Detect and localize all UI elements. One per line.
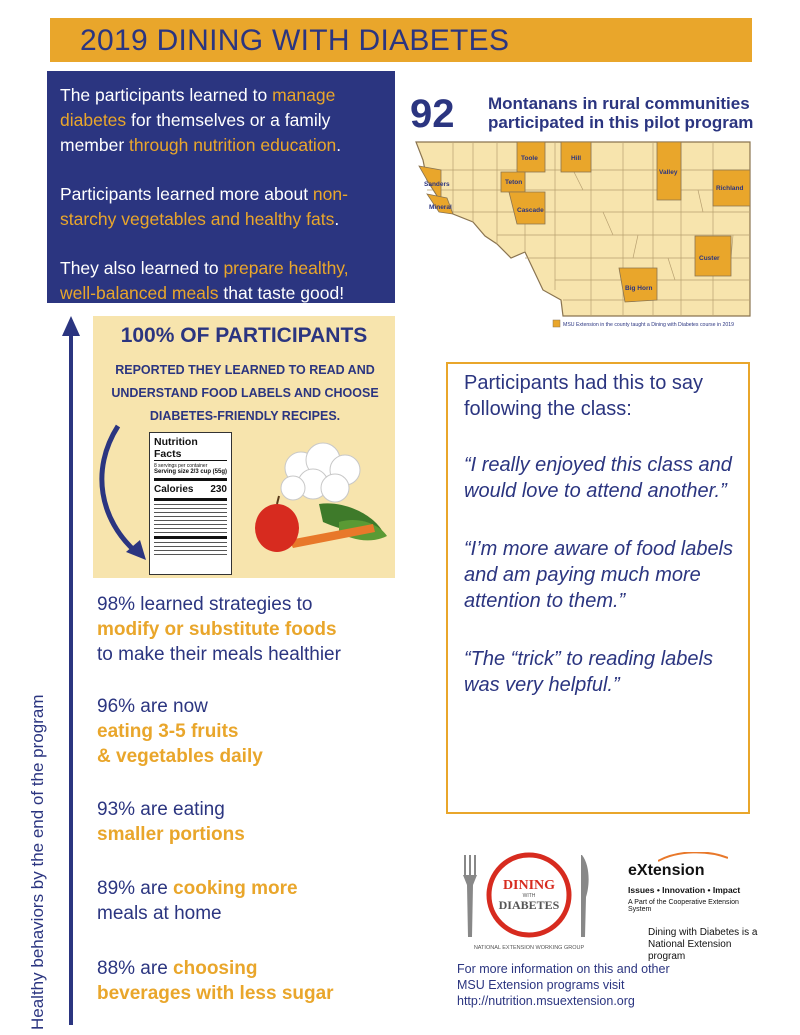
stat-item-2: 96% are now eating 3-5 fruits & vegetables daily: [97, 696, 263, 767]
nutrition-calories: Calories 230: [154, 484, 227, 495]
county-label-toole: Toole: [521, 155, 538, 162]
county-label-richland: Richland: [716, 185, 744, 192]
nutrition-serving-size: Serving size 2/3 cup (55g): [154, 469, 227, 475]
county-label-sanders: Sanders: [424, 181, 450, 188]
extension-tagline: Issues • Innovation • Impact: [628, 885, 741, 895]
stat-item-1: 98% learned strategies to modify or substitute foods to make their meals healthier: [97, 594, 341, 665]
quotes-box: [446, 362, 750, 814]
nutrition-facts-title: Nutrition Facts: [154, 436, 227, 461]
stat-item-5: 88% are choosing beverages with less sugar: [97, 958, 334, 1004]
county-label-hill: Hill: [571, 155, 582, 162]
county-label-cascade: Cascade: [517, 207, 544, 214]
county-label-custer: Custer: [699, 255, 720, 262]
quote-1: “I really enjoyed this class and would love to attend another.”: [464, 454, 732, 502]
nutrition-servings: 8 servings per container: [154, 463, 208, 469]
logo-dining-text: DINING: [502, 878, 556, 893]
page-title: 2019 DINING WITH DIABETES: [80, 24, 510, 57]
extension-wordmark: eXtension: [628, 862, 705, 879]
fork-icon: [463, 855, 477, 937]
more-info: For more information on this and other MSU Extension programs visit http://nutrition.msuextension.org: [457, 961, 757, 1009]
county-label-big-horn: Big Horn: [625, 285, 653, 292]
side-label: Healthy behaviors by the end of the program: [28, 694, 47, 1030]
logo-with-text: WITH: [522, 893, 536, 899]
extension-note: Dining with Diabetes is a National Extension program: [648, 927, 758, 962]
knife-icon: [581, 855, 589, 937]
participant-count: 92: [410, 92, 455, 136]
curved-arrow: [102, 426, 136, 552]
county-label-mineral: Mineral: [429, 204, 452, 211]
participants-subtext: REPORTED THEY LEARNED TO READ AND UNDERSTAND FOOD LABELS AND CHOOSE DIABETES-FRIENDLY RECIPES.: [111, 363, 379, 423]
quotes-intro: Participants had this to say following the class:: [464, 372, 704, 420]
extension-logo: [628, 852, 758, 913]
logo-diabetes-text: DIABETES: [498, 898, 560, 912]
county-label-teton: Teton: [505, 179, 523, 186]
info-url[interactable]: http://nutrition.msuextension.org: [457, 994, 635, 1008]
county-label-valley: Valley: [659, 169, 678, 176]
intro-paragraph-1: The participants learned to manage diabetes for themselves or a family member through nutrition education.: [60, 85, 342, 155]
stat-item-3: 93% are eating smaller portions: [97, 799, 245, 845]
intro-paragraph-2: Participants learned more about non-starchy vegetables and healthy fats.: [60, 184, 348, 229]
quote-2: “I’m more aware of food labels and am paying much more attention to them.”: [464, 538, 734, 612]
extension-arc-icon: [658, 852, 728, 862]
extension-subtitle: A Part of the Cooperative Extension System: [628, 899, 739, 913]
dining-with-diabetes-logo: [454, 845, 604, 955]
arrow-head-up: [62, 316, 80, 336]
intro-paragraph-3: They also learned to prepare healthy, well-balanced meals that taste good!: [60, 258, 349, 303]
stat-item-4: 89% are cooking more meals at home: [97, 878, 298, 924]
participants-headline: 100% OF PARTICIPANTS: [120, 324, 368, 347]
quote-3: “The “trick” to reading labels was very helpful.”: [464, 648, 713, 696]
map-legend-text: MSU Extension in the county taught a Dining with Diabetes course in 2019: [563, 322, 734, 328]
map-subtitle: Montanans in rural communities participated in this pilot program: [488, 94, 754, 132]
logo-group-text: NATIONAL EXTENSION WORKING GROUP: [473, 945, 585, 951]
